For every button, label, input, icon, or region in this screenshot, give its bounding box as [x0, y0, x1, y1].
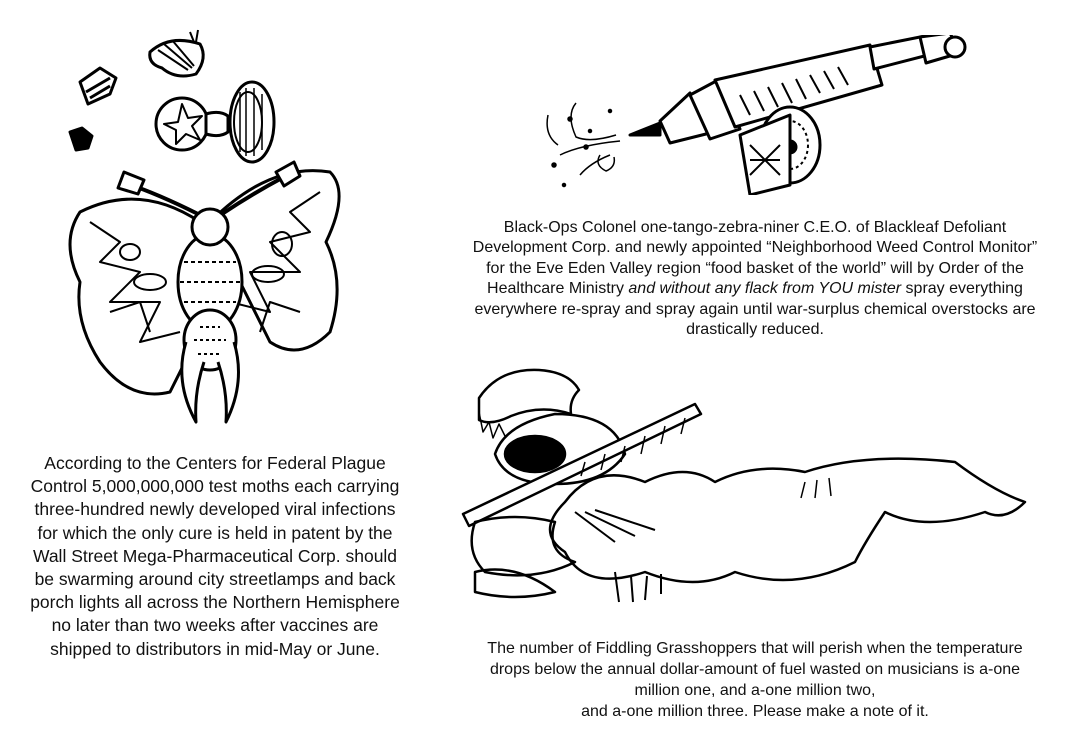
grasshopper-caption	[470, 638, 1040, 722]
large-moth-icon	[70, 162, 339, 422]
lightbulb-icon	[156, 82, 274, 162]
spray-mist-icon	[547, 103, 620, 187]
sprayer-caption-italic: and without any flack from YOU mister	[628, 280, 902, 298]
grasshopper-caption-line2: and a-one million three. Please make a note of it.	[581, 703, 929, 720]
frozen-grasshopper-fiddle-illustration	[455, 362, 1040, 607]
sprayer-caption	[462, 218, 1048, 340]
top-hat-icon	[479, 370, 579, 438]
fiddle-icon	[463, 404, 701, 526]
small-moth-icon	[80, 68, 116, 104]
sprayer-caption-text-end: spray everything everywhere re-spray and spray again until war-surplus chemical overstocks are drastically reduced.	[474, 280, 1036, 339]
moth-caption: According to the Centers for Federal Plague Control 5,000,000,000 test moths each carrying three-hundred newly developed viral infections for which the only cure is held in patent by the Wall Street Mega-Pharmaceutical Corp. should be swarming around city streetlamps and back porch lights all across the Northern Hemisphere no later than two weeks after vaccines are shipped to distributors in mid-May or June.	[30, 453, 400, 659]
small-moth-icon	[150, 30, 203, 76]
sprayer-caption-text: Black-Ops Colonel one-tango-zebra-niner C.E.O. of Blackleaf Defoliant Development Corp. and newly appointed “Neighborhood Weed Control Monitor” for the Eve Eden Valley region “food basket of the world” will by Order of the Healthcare Ministry	[472, 219, 1038, 298]
moth-lightbulb-illustration	[50, 22, 360, 437]
grasshopper-caption-line1: The number of Fiddling Grasshoppers that will perish when the temperature drops below the annual dollar-amount of fuel wasted on musicians is a-one million one, and a-one million two,	[487, 640, 1023, 699]
spray-cannon-illustration	[540, 35, 970, 195]
small-moth-icon	[70, 128, 92, 150]
syringe-cannon-icon	[630, 35, 965, 195]
